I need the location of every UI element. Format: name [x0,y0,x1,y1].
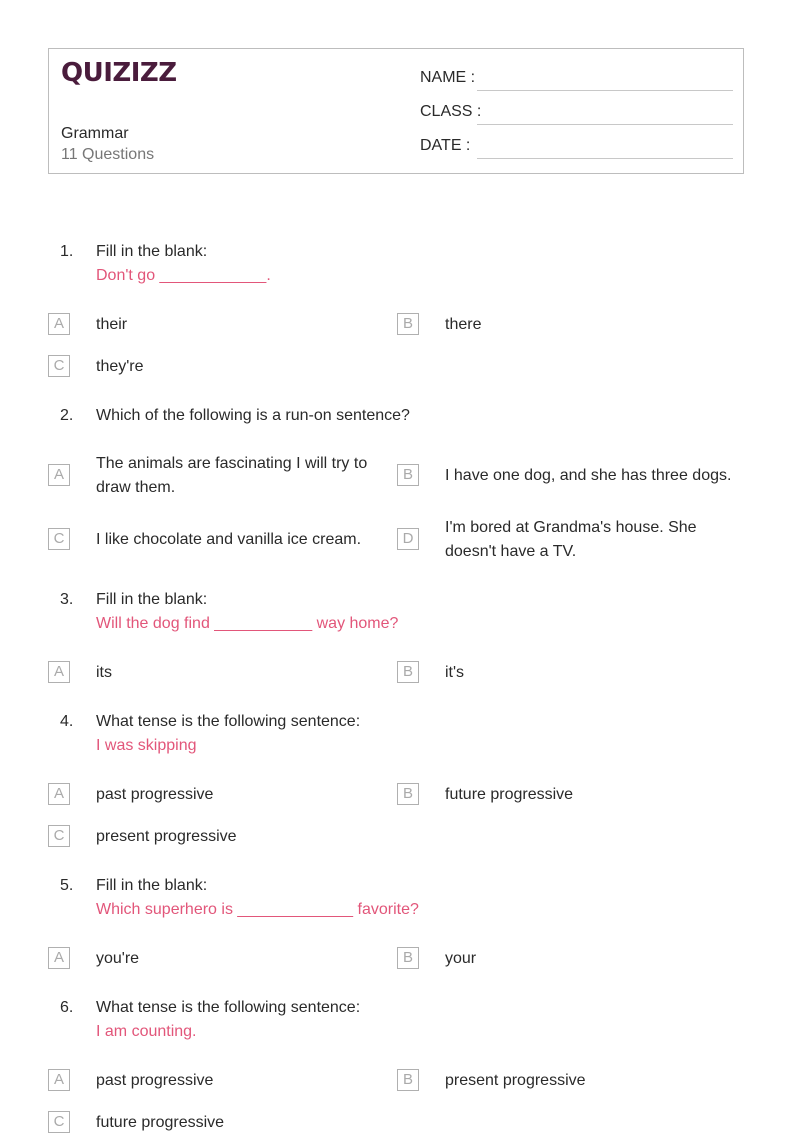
option-text: present progressive [96,828,237,845]
option-letter-box: B [397,313,419,335]
date-line[interactable] [477,158,733,159]
option-text: they're [96,358,144,375]
question-prompt: Don't go ____________. [96,267,271,284]
option-letter-box: A [48,313,70,335]
class-line[interactable] [477,124,733,125]
option-letter-box: C [48,355,70,377]
option-text: I'm bored at Grandma's house. She doesn't have a TV. [445,519,697,560]
question-number: 3. [60,591,74,608]
option-text: I like chocolate and vanilla ice cream. [96,531,362,548]
option-letter-box: B [397,947,419,969]
option-text: The animals are fascinating I will try to draw them. [96,455,368,496]
name-field[interactable] [420,63,733,91]
worksheet-header [48,48,744,174]
option-text: it's [445,664,465,681]
option-letter-box: A [48,1069,70,1091]
option-letter-box: C [48,1111,70,1133]
option-text: I have one dog, and she has three dogs. [445,467,732,484]
question-prompt: Which superhero is _____________ favorite? [96,901,419,918]
question-number: 2. [60,407,74,424]
question-prompt: Will the dog find ___________ way home? [96,615,399,632]
option-letter-box: B [397,1069,419,1091]
question-text: Fill in the blank: [96,243,208,260]
class-label: CLASS : [420,103,482,120]
option-text: their [96,316,128,333]
option-text: future progressive [445,786,574,803]
option-letter-box: A [48,661,70,683]
option-letter-box: B [397,464,419,486]
question-number: 6. [60,999,74,1016]
name-line[interactable] [477,90,733,91]
question-text: Fill in the blank: [96,877,208,894]
option-letter-box: C [48,528,70,550]
question-text: What tense is the following sentence: [96,999,361,1016]
question-text: What tense is the following sentence: [96,713,361,730]
name-label: NAME : [420,69,476,86]
option-text: your [445,950,477,967]
option-letter-box: D [397,528,419,550]
option-text: there [445,316,482,333]
option-text: past progressive [96,1072,214,1089]
date-label: DATE : [420,137,471,154]
question-text: Fill in the blank: [96,591,208,608]
option-letter-box: A [48,464,70,486]
option-letter-box: B [397,783,419,805]
worksheet-title: Grammar [61,125,129,142]
class-field[interactable] [420,97,733,125]
question-count: 11 Questions [61,146,155,163]
option-text: its [96,664,112,681]
date-field[interactable] [420,131,733,159]
question-number: 1. [60,243,74,260]
question-number: 5. [60,877,74,894]
option-letter-box: C [48,825,70,847]
option-text: future progressive [96,1114,225,1131]
quizizz-logo: QUIZIZZ [61,58,177,88]
option-letter-box: A [48,783,70,805]
question-text: Which of the following is a run-on sentence? [96,407,410,424]
option-letter-box: A [48,947,70,969]
question-number: 4. [60,713,74,730]
question-prompt: I was skipping [96,737,197,754]
option-text: you're [96,950,140,967]
option-text: present progressive [445,1072,586,1089]
option-letter-box: B [397,661,419,683]
option-text: past progressive [96,786,214,803]
question-prompt: I am counting. [96,1023,197,1040]
